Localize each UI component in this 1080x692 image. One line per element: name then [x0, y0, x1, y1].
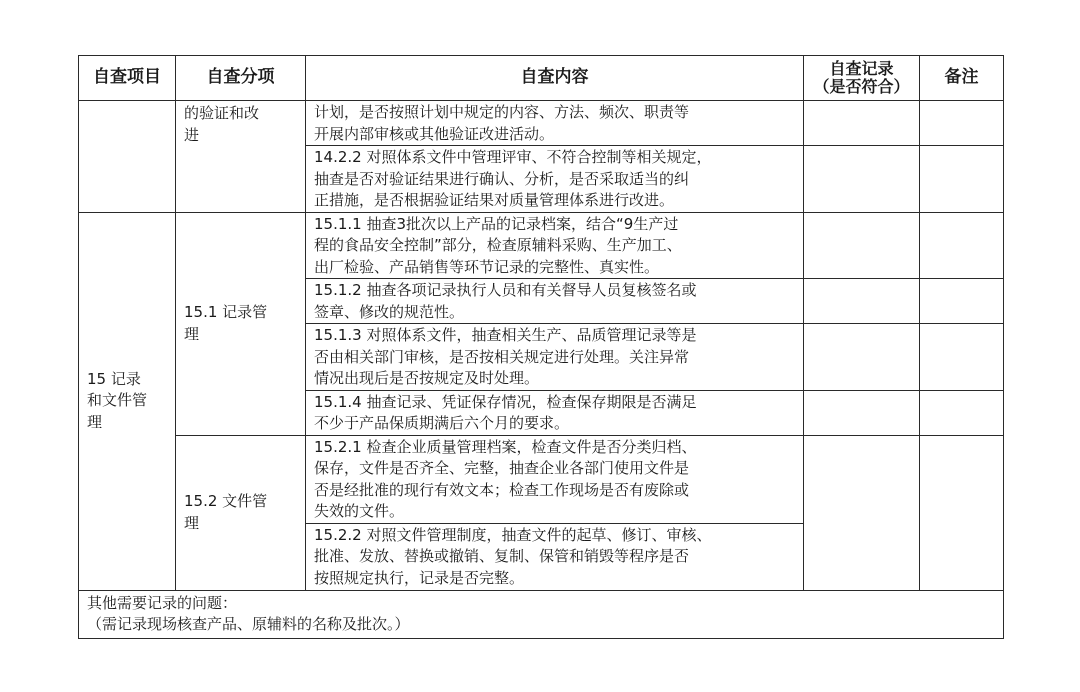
content-line: 保存，文件是否齐全、完整，抽查企业各部门使用文件是: [314, 459, 690, 477]
item-cell-section-15: [79, 212, 176, 590]
content-cell: [306, 324, 804, 391]
header-content: 自查内容: [306, 56, 804, 101]
table-row: [79, 435, 1004, 523]
header-record: [804, 56, 920, 101]
remark-cell[interactable]: [920, 279, 1004, 324]
header-remark: 备注: [920, 56, 1004, 101]
subitem-line: 理: [184, 324, 200, 343]
other-issues-label: 其他需要记录的问题：: [87, 593, 238, 612]
subitem-line: 15.1 记录管: [184, 303, 268, 321]
record-cell[interactable]: [804, 390, 920, 435]
content-line: 开展内部审核或其他验证改进活动。: [314, 124, 555, 143]
item-cell-empty: [79, 101, 176, 213]
content-cell: [306, 212, 804, 279]
subitem-cell-15-1: [176, 212, 306, 435]
subitem-line: 进: [184, 125, 200, 144]
record-cell[interactable]: [804, 279, 920, 324]
remark-cell[interactable]: [920, 435, 1004, 590]
content-cell: [306, 390, 804, 435]
content-line: 否由相关部门审核，是否按相关规定进行处理。关注异常: [314, 347, 690, 366]
remark-cell[interactable]: [920, 390, 1004, 435]
subitem-cell-15-2: [176, 435, 306, 590]
content-line: 15.1.4 抽查记录、凭证保存情况，检查保存期限是否满足: [314, 392, 697, 411]
content-cell: [306, 101, 804, 146]
content-line: 计划，是否按照计划中规定的内容、方法、频次、职责等: [314, 103, 690, 121]
item-line: 和文件管: [87, 391, 148, 410]
content-line: 批准、发放、替换或撤销、复制、保管和销毁等程序是否: [314, 547, 690, 565]
content-line: 情况出现后是否按规定及时处理。: [314, 369, 540, 387]
content-line: 签章、修改的规范性。: [314, 302, 465, 321]
remark-cell[interactable]: [920, 212, 1004, 279]
content-line: 15.1.1 抽查3批次以上产品的记录档案，结合“9生产过: [314, 214, 679, 233]
subitem-cell: [176, 101, 306, 213]
content-line: 按照规定执行，记录是否完整。: [314, 568, 525, 587]
subitem-line: 理: [184, 513, 200, 532]
other-issues-cell[interactable]: [79, 590, 1004, 638]
header-row: [79, 56, 1004, 101]
item-line: 理: [87, 412, 103, 431]
remark-cell[interactable]: [920, 101, 1004, 146]
record-cell[interactable]: [804, 324, 920, 391]
record-cell[interactable]: [804, 101, 920, 146]
content-line: 15.2.2 对照文件管理制度，抽查文件的起草、修订、审核、: [314, 525, 712, 544]
content-cell: [306, 279, 804, 324]
content-cell: [306, 146, 804, 213]
item-line: 15 记录: [87, 369, 141, 388]
other-issues-row: [79, 590, 1004, 638]
header-item: 自查项目: [79, 56, 176, 101]
content-line: 程的食品安全控制”部分，检查原辅料采购、生产加工、: [314, 236, 682, 254]
content-cell: [306, 523, 804, 590]
remark-cell[interactable]: [920, 146, 1004, 213]
content-line: 14.2.2 对照体系文件中管理评审、不符合控制等相关规定，: [314, 148, 712, 166]
content-line: 15.1.2 抽查各项记录执行人员和有关督导人员复核签名或: [314, 281, 697, 299]
table-row: [79, 101, 1004, 146]
record-cell[interactable]: [804, 212, 920, 279]
content-cell: [306, 435, 804, 523]
header-record-line1: 自查记录: [829, 59, 894, 78]
subitem-line: 15.2 文件管: [184, 492, 268, 510]
content-line: 失效的文件。: [314, 502, 405, 520]
header-subitem: 自查分项: [176, 56, 306, 101]
content-line: 不少于产品保质期满后六个月的要求。: [314, 414, 570, 432]
record-cell[interactable]: [804, 146, 920, 213]
record-cell[interactable]: [804, 435, 920, 590]
header-record-line2: （是否符合）: [813, 77, 910, 96]
subitem-line: 的验证和改: [184, 104, 260, 122]
remark-cell[interactable]: [920, 324, 1004, 391]
content-line: 15.1.3 对照体系文件，抽查相关生产、品质管理记录等是: [314, 326, 697, 344]
content-line: 正措施，是否根据验证结果对质量管理体系进行改进。: [314, 191, 675, 209]
self-inspection-table: [78, 55, 1004, 639]
other-issues-note: （需记录现场核查产品、原辅料的名称及批次。）: [87, 615, 410, 633]
content-line: 出厂检验、产品销售等环节记录的完整性、真实性。: [314, 257, 660, 276]
table-row: [79, 212, 1004, 279]
content-line: 15.2.1 检查企业质量管理档案，检查文件是否分类归档、: [314, 437, 697, 456]
content-line: 否是经批准的现行有效文本；检查工作现场是否有废除或: [314, 480, 690, 499]
content-line: 抽查是否对验证结果进行确认、分析，是否采取适当的纠: [314, 169, 690, 188]
